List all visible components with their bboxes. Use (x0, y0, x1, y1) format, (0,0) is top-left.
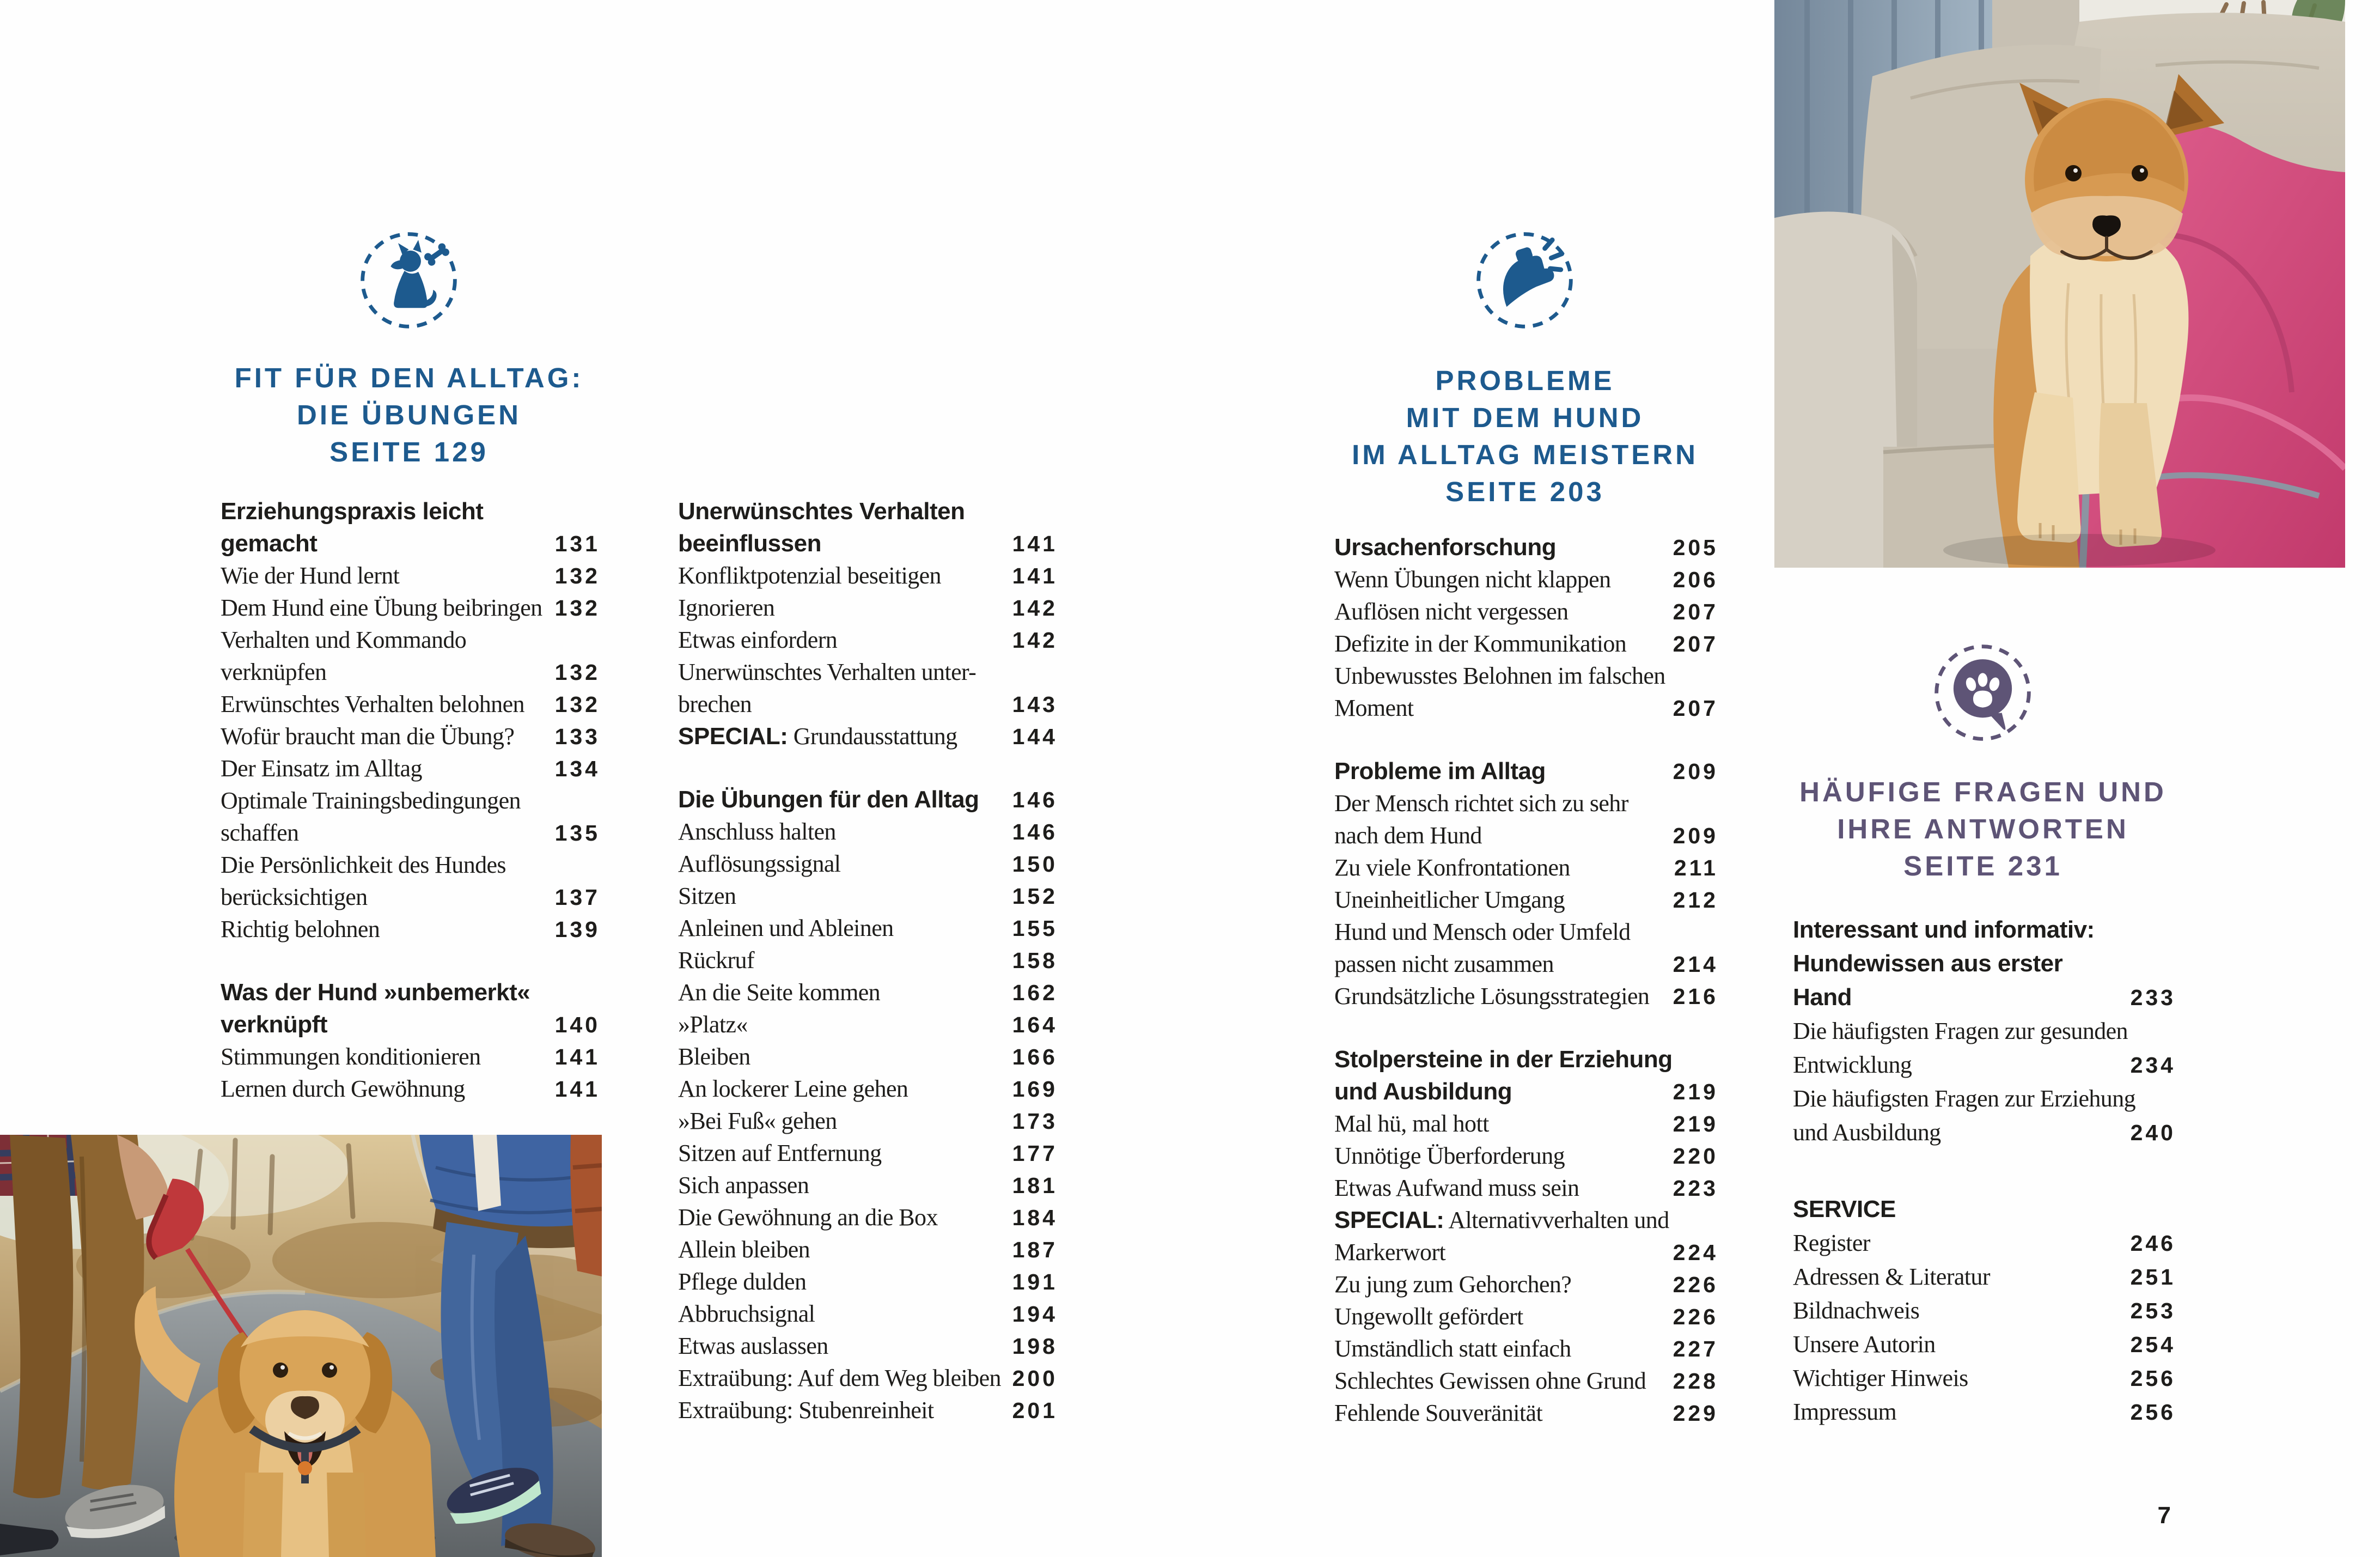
page-ref: 251 (2130, 1264, 2176, 1290)
page-ref: 177 (1012, 1141, 1058, 1166)
toc-entry-title: Konfliktpotenzial beseitigen (678, 562, 941, 589)
page-ref: 194 (1012, 1301, 1058, 1327)
page-ref: 144 (1012, 724, 1058, 749)
toc-group (221, 495, 600, 945)
page-ref: 141 (1012, 531, 1058, 556)
toc-entry (1334, 1333, 1716, 1365)
toc-entry-title: Etwas auslassen (678, 1333, 828, 1359)
page-ref: 205 (1673, 535, 1718, 560)
page-ref: 142 (1012, 628, 1058, 653)
toc-entry-title: Der Einsatz im Alltag (221, 755, 422, 782)
special-label: SPECIAL: (1334, 1207, 1444, 1233)
toc-entry (678, 592, 1058, 624)
page-ref: 219 (1673, 1079, 1718, 1104)
chapter-heading-line: HÄUFIGE FRAGEN UND (1799, 776, 2167, 807)
page-ref: 146 (1012, 819, 1058, 844)
toc-group-header (1793, 981, 2176, 1014)
toc-entry (221, 817, 600, 849)
toc-entry-title: Stimmungen konditionieren (221, 1043, 481, 1070)
toc-entry-title: Hundewissen aus erster (1793, 950, 2063, 977)
toc-entry (1334, 819, 1716, 852)
toc-group (1334, 1043, 1716, 1429)
toc-entry (1334, 1204, 1716, 1236)
toc-entry-title: passen nicht zusammen (1334, 951, 1554, 977)
toc-entry-title: Der Mensch richtet sich zu sehr (1334, 790, 1628, 817)
toc-entry-title: Interessant und informativ: (1793, 916, 2095, 943)
toc-group-header (1334, 531, 1716, 563)
page-ref: 220 (1673, 1144, 1718, 1169)
toc-entry (221, 720, 600, 752)
page-ref: 256 (2130, 1400, 2176, 1425)
toc-group-header (1793, 947, 2173, 981)
toc-entry (678, 912, 1058, 944)
chapter-heading-line: IM ALLTAG MEISTERN (1352, 439, 1698, 470)
toc-group (1334, 531, 1716, 724)
toc-entry (1334, 1172, 1716, 1204)
toc-entry (1334, 1236, 1716, 1268)
toc-entry (1334, 787, 1716, 819)
chapter-heading-probleme-mit-dem-hund (1334, 362, 1716, 510)
toc-entry-title: Umständlich statt einfach (1334, 1335, 1571, 1362)
page-ref: 139 (554, 917, 600, 942)
toc-entry (1793, 1294, 2176, 1328)
toc-entry-title: »Bei Fuß« gehen (678, 1108, 837, 1134)
dog-icon (356, 227, 462, 333)
page-ref: 207 (1673, 599, 1718, 624)
toc-entry-title: gemacht (221, 530, 318, 557)
toc-entry-title: SPECIAL: Alternativverhalten und (1334, 1207, 1669, 1233)
toc-entry (678, 1330, 1058, 1362)
toc-entry (678, 720, 1058, 752)
toc-entry-title: Richtig belohnen (221, 916, 380, 942)
toc-entry-title: Uneinheitlicher Umgang (1334, 886, 1565, 913)
page-ref: 214 (1673, 952, 1718, 977)
toc-group (1793, 913, 2176, 1149)
toc-entry-title: Entwicklung (1793, 1051, 1912, 1078)
toc-entry-title: Grundsätzliche Lösungsstrategien (1334, 983, 1650, 1009)
toc-entry-title: Pflege dulden (678, 1268, 807, 1295)
toc-entry-title: brechen (678, 691, 752, 717)
toc-group-header (1334, 1075, 1716, 1108)
page-ref: 240 (2130, 1120, 2176, 1145)
toc-entry-title: Die Gewöhnung an die Box (678, 1204, 938, 1231)
toc-group-header (221, 1008, 600, 1041)
chapter-heading-line: SEITE 129 (329, 436, 489, 467)
toc-entry (221, 784, 597, 817)
chapter-heading-line: IHRE ANTWORTEN (1837, 813, 2129, 844)
toc-entry-title: Allein bleiben (678, 1236, 810, 1263)
toc-entry-title: Auflösungssignal (678, 850, 841, 877)
page-ref: 133 (554, 724, 600, 749)
toc-entry-title: Die häufigsten Fragen zur gesunden (1793, 1018, 2128, 1044)
dog-walk-illustration (0, 1135, 602, 1557)
toc-entry (678, 1041, 1058, 1073)
page-ref: 219 (1673, 1111, 1718, 1136)
toc-entry-title: Unerwünschtes Verhalten (678, 498, 965, 525)
toc-entry-title: Sitzen auf Entfernung (678, 1140, 882, 1166)
toc-entry-title: Ungewollt gefördert (1334, 1303, 1523, 1330)
dog-on-sofa-photo (1774, 0, 2345, 568)
page-ref: 166 (1012, 1044, 1058, 1069)
page-ref: 233 (2130, 985, 2176, 1010)
chapter-heading-line: SEITE 203 (1445, 476, 1604, 507)
toc-entry (678, 1362, 1058, 1394)
toc-entry (678, 559, 1058, 592)
toc-entry-title: Verhalten und Kommando (221, 627, 467, 653)
toc-entry-title: Wichtiger Hinweis (1793, 1365, 1968, 1391)
toc-entry-title: schaffen (221, 819, 299, 846)
toc-group (1793, 1193, 2176, 1429)
toc-entry (1334, 1268, 1716, 1300)
toc-entry (1334, 884, 1716, 916)
page-ref: 211 (1674, 855, 1718, 880)
toc-entry-title: Wofür braucht man die Übung? (221, 723, 515, 750)
speech-bubble-paw-icon (1930, 640, 2036, 746)
page-ref: 146 (1012, 787, 1058, 812)
toc-entry (678, 1105, 1058, 1137)
toc-entry (221, 624, 597, 656)
toc-entry-title: Erziehungspraxis leicht (221, 498, 484, 525)
page-ref: 181 (1012, 1173, 1058, 1198)
toc-entry-title: Zu jung zum Gehorchen? (1334, 1271, 1572, 1298)
page-ref: 140 (554, 1012, 600, 1037)
page-ref: 191 (1012, 1269, 1058, 1294)
toc-entry (1334, 980, 1716, 1012)
toc-entry-title: Auflösen nicht vergessen (1334, 598, 1569, 625)
chapter-heading-haeufige-fragen (1793, 774, 2173, 885)
toc-entry-title: Sitzen (678, 883, 736, 909)
toc-entry (221, 1041, 600, 1073)
toc-entry (1334, 1397, 1716, 1429)
toc-entry-title: Anschluss halten (678, 818, 836, 845)
toc-entry (678, 1394, 1058, 1426)
toc-group-header (678, 495, 1055, 527)
page-ref: 223 (1673, 1176, 1718, 1201)
toc-group (678, 495, 1058, 752)
page-ref: 137 (554, 885, 600, 910)
page-ref: 201 (1012, 1398, 1058, 1423)
chapter-heading-line: MIT DEM HUND (1406, 402, 1644, 433)
toc-entry (678, 976, 1058, 1008)
toc-entry (678, 944, 1058, 976)
toc-entry (221, 1073, 600, 1105)
toc-column-4 (1793, 913, 2176, 1429)
toc-entry-title: Optimale Trainingsbedingungen (221, 787, 521, 814)
page-ref: 227 (1673, 1336, 1718, 1361)
toc-column-1 (221, 495, 600, 1105)
toc-entry (1793, 1048, 2176, 1082)
toc-group-header (1793, 1193, 2173, 1226)
toc-entry-title: Was der Hund »unbemerkt« (221, 979, 530, 1006)
toc-entry-title: Extraübung: Auf dem Weg bleiben (678, 1365, 1001, 1391)
page-ref: 234 (2130, 1053, 2176, 1078)
toc-column-3 (1334, 531, 1716, 1429)
toc-entry-title: Unerwünschtes Verhalten unter- (678, 659, 977, 685)
toc-entry (1334, 563, 1716, 595)
toc-entry (678, 1233, 1058, 1266)
toc-entry (1793, 1260, 2176, 1294)
toc-group-header (678, 527, 1058, 559)
toc-entry (678, 1073, 1058, 1105)
page-ref: 209 (1673, 759, 1718, 784)
page-ref: 216 (1673, 984, 1718, 1009)
toc-entry-title: nach dem Hund (1334, 822, 1482, 849)
toc-entry-title: und Ausbildung (1334, 1078, 1512, 1105)
toc-entry (678, 1201, 1058, 1233)
toc-entry (1793, 1014, 2173, 1048)
toc-entry (678, 688, 1058, 720)
chapter-heading-line: PROBLEME (1435, 365, 1615, 396)
page-ref: 141 (554, 1076, 600, 1102)
toc-entry (221, 913, 600, 945)
toc-entry (1793, 1226, 2176, 1260)
toc-entry-title: Lernen durch Gewöhnung (221, 1075, 465, 1102)
page-ref: 132 (554, 692, 600, 717)
toc-group (678, 783, 1058, 1426)
toc-entry-title: Dem Hund eine Übung beibringen (221, 594, 542, 621)
page-ref: 132 (554, 595, 600, 621)
special-label: SPECIAL: (678, 723, 788, 750)
toc-entry-title: An lockerer Leine gehen (678, 1075, 908, 1102)
toc-entry (678, 816, 1058, 848)
page-ref: 152 (1012, 884, 1058, 909)
toc-entry-title: Anleinen und Ableinen (678, 915, 894, 941)
toc-entry (221, 559, 600, 592)
toc-entry (1793, 1116, 2176, 1149)
toc-entry (678, 624, 1058, 656)
toc-entry-title: Hand (1793, 984, 1852, 1011)
toc-entry (678, 848, 1058, 880)
toc-entry (1793, 1395, 2176, 1429)
toc-entry (221, 688, 600, 720)
chapter-heading-line: SEITE 231 (1903, 850, 2062, 881)
toc-entry (1334, 692, 1716, 724)
toc-entry-title: Zu viele Konfrontationen (1334, 854, 1570, 881)
toc-group-header (1334, 755, 1716, 787)
toc-entry-title: Bildnachweis (1793, 1297, 1920, 1324)
toc-entry-title: und Ausbildung (1793, 1119, 1941, 1146)
page-ref: 254 (2130, 1332, 2176, 1357)
toc-entry-title: Stolpersteine in der Erziehung (1334, 1046, 1673, 1073)
toc-entry (1334, 916, 1716, 948)
toc-entry (1793, 1328, 2176, 1361)
page-ref: 253 (2130, 1298, 2176, 1323)
toc-entry (221, 656, 600, 688)
toc-entry-title: beeinflussen (678, 530, 821, 557)
page-ref: 169 (1012, 1076, 1058, 1102)
page-ref: 207 (1673, 696, 1718, 721)
toc-entry-title: Die häufigsten Fragen zur Erziehung (1793, 1085, 2135, 1112)
page-ref: 206 (1673, 567, 1718, 592)
dog-walk-photo (0, 1135, 602, 1557)
toc-entry (678, 1137, 1058, 1169)
toc-entry (678, 1298, 1058, 1330)
toc-entry-title: Impressum (1793, 1398, 1897, 1425)
toc-entry (678, 1169, 1058, 1201)
page-ref: 131 (554, 531, 600, 556)
toc-entry-title: Moment (1334, 695, 1414, 721)
clicker-hand-icon (1472, 227, 1578, 333)
page-ref: 142 (1012, 595, 1058, 621)
toc-group-header (221, 495, 597, 527)
toc-entry-title: verknüpfen (221, 659, 327, 685)
page-ref: 246 (2130, 1231, 2176, 1256)
toc-entry (221, 752, 600, 784)
toc-column-2 (678, 495, 1058, 1426)
toc-entry (1334, 1365, 1716, 1397)
page-ref: 224 (1673, 1240, 1718, 1265)
toc-group (1334, 755, 1716, 1012)
page-ref: 228 (1673, 1369, 1718, 1394)
page-ref: 164 (1012, 1012, 1058, 1037)
toc-entry-title: Unsere Autorin (1793, 1331, 1936, 1358)
toc-entry (1334, 595, 1716, 628)
dog-on-sofa-illustration (1774, 0, 2345, 568)
page-ref: 184 (1012, 1205, 1058, 1230)
toc-entry (1334, 948, 1716, 980)
page-ref: 226 (1673, 1272, 1718, 1297)
toc-entry-title: Ursachenforschung (1334, 534, 1557, 561)
toc-entry-title: Ignorieren (678, 594, 775, 621)
page-ref: 226 (1673, 1304, 1718, 1329)
page-ref: 200 (1012, 1366, 1058, 1391)
page-ref: 141 (554, 1044, 600, 1069)
toc-entry-title: Extraübung: Stubenreinheit (678, 1397, 934, 1424)
toc-entry-title: Die Persönlichkeit des Hundes (221, 852, 506, 878)
toc-entry-title: Register (1793, 1230, 1870, 1256)
chapter-heading-line: DIE ÜBUNGEN (296, 399, 522, 430)
toc-entry-title: Erwünschtes Verhalten belohnen (221, 691, 524, 717)
toc-entry (1793, 1361, 2176, 1395)
toc-entry-title: Bleiben (678, 1043, 750, 1070)
toc-entry-title: Die Übungen für den Alltag (678, 786, 979, 813)
toc-group-header (221, 527, 600, 559)
page-ref: 209 (1673, 823, 1718, 848)
toc-entry-title: verknüpft (221, 1011, 327, 1038)
toc-entry (678, 1008, 1058, 1041)
page-ref: 212 (1673, 887, 1718, 913)
toc-group-header (1334, 1043, 1716, 1075)
toc-entry (1793, 1082, 2173, 1116)
toc-entry (1334, 852, 1716, 884)
page-ref: 187 (1012, 1237, 1058, 1262)
toc-entry-title: Schlechtes Gewissen ohne Grund (1334, 1367, 1646, 1394)
toc-entry-title: Defizite in der Kommunikation (1334, 630, 1627, 657)
toc-entry (1334, 660, 1716, 692)
toc-entry (221, 881, 600, 913)
toc-entry (678, 1266, 1058, 1298)
toc-entry-title: Sich anpassen (678, 1172, 809, 1199)
toc-entry (1334, 1300, 1716, 1333)
toc-entry (221, 849, 597, 881)
page-ref: 150 (1012, 852, 1058, 877)
page-ref: 143 (1012, 692, 1058, 717)
toc-entry (1334, 628, 1716, 660)
toc-entry-title: SPECIAL: Grundausstattung (678, 723, 957, 750)
page-ref: 132 (554, 563, 600, 588)
toc-entry-title: Rückruf (678, 947, 754, 974)
toc-entry-title: Unnötige Überforderung (1334, 1142, 1565, 1169)
toc-entry (221, 592, 600, 624)
toc-entry-title: Adressen & Literatur (1793, 1263, 1990, 1290)
page-ref: 134 (554, 756, 600, 781)
page-ref: 162 (1012, 980, 1058, 1005)
page-number: 7 (2157, 1502, 2171, 1529)
toc-entry-title: Mal hü, mal hott (1334, 1110, 1489, 1137)
toc-entry-title: Unbewusstes Belohnen im falschen (1334, 662, 1665, 689)
toc-group-header (678, 783, 1058, 816)
page-ref: 229 (1673, 1401, 1718, 1426)
page-ref: 155 (1012, 916, 1058, 941)
toc-entry (678, 880, 1058, 912)
toc-entry-title: Fehlende Souveränität (1334, 1400, 1543, 1426)
toc-entry-title: Wie der Hund lernt (221, 562, 400, 589)
toc-group (221, 976, 600, 1105)
toc-entry-title: An die Seite kommen (678, 979, 881, 1006)
toc-entry-title: Etwas Aufwand muss sein (1334, 1175, 1579, 1201)
toc-entry-title: »Platz« (678, 1011, 748, 1038)
toc-entry-title: Markerwort (1334, 1239, 1446, 1266)
toc-entry-title: Hund und Mensch oder Umfeld (1334, 919, 1631, 945)
page-ref: 173 (1012, 1109, 1058, 1134)
toc-entry-title: Etwas einfordern (678, 627, 838, 653)
page-ref: 207 (1673, 631, 1718, 656)
toc-entry-title: Wenn Übungen nicht klappen (1334, 566, 1611, 593)
page-ref: 135 (554, 820, 600, 846)
toc-entry (1334, 1140, 1716, 1172)
chapter-heading-fit-fuer-den-alltag (221, 360, 597, 471)
chapter-heading-line: FIT FÜR DEN ALLTAG: (234, 362, 584, 393)
toc-group-header (221, 976, 597, 1008)
toc-entry-title: Abbruchsignal (678, 1300, 815, 1327)
page-ref: 198 (1012, 1334, 1058, 1359)
toc-group-header (1793, 913, 2173, 947)
toc-entry (1334, 1108, 1716, 1140)
page-ref: 132 (554, 660, 600, 685)
toc-entry-title: Probleme im Alltag (1334, 758, 1546, 784)
page-ref: 141 (1012, 563, 1058, 588)
page-ref: 158 (1012, 948, 1058, 973)
toc-entry (678, 656, 1055, 688)
page-ref: 256 (2130, 1366, 2176, 1391)
toc-entry-title: SERVICE (1793, 1196, 1896, 1223)
toc-entry-title: berücksichtigen (221, 884, 368, 910)
